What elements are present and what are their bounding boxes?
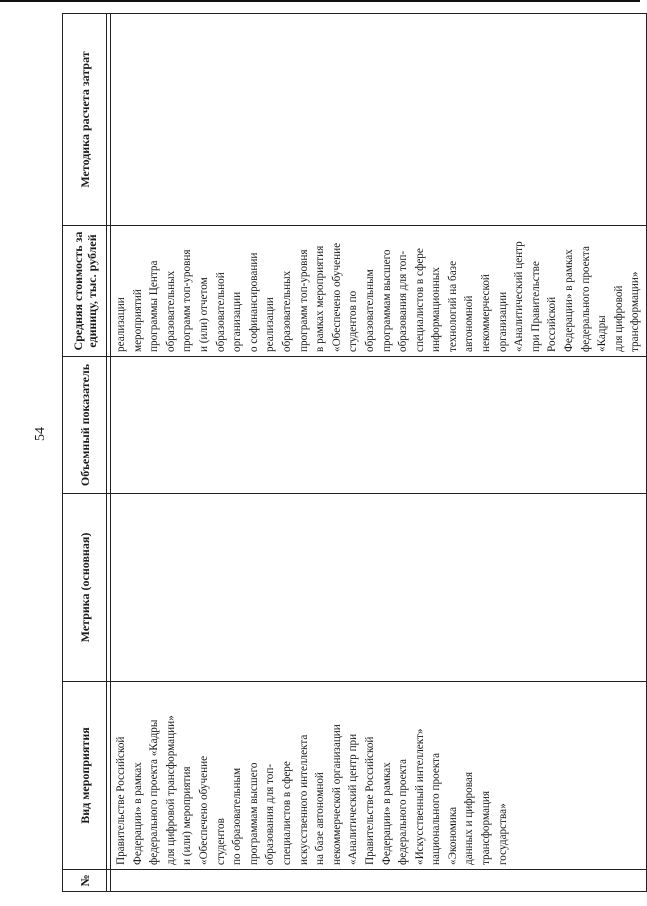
header-event-type: Вид мероприятия xyxy=(63,682,107,870)
average-cost-line: программ топ-уровня xyxy=(181,249,194,352)
page-top-border xyxy=(0,0,640,2)
event-type-line: «Искусственный интеллект» xyxy=(413,728,426,865)
event-type-line: Правительстве Российской xyxy=(115,736,127,865)
header-metric: Метрика (основная) xyxy=(63,494,107,682)
event-type-line: для цифровой трансформации» xyxy=(164,715,177,865)
event-type-line: по образовательным xyxy=(231,767,244,865)
average-cost-line: федерального проекта xyxy=(579,246,592,352)
average-cost-line: образовательной xyxy=(214,272,227,352)
average-cost-line: для цифровой xyxy=(612,285,625,352)
average-cost-line: реализации xyxy=(264,297,277,352)
event-type-line: Правительстве Российской xyxy=(363,736,376,865)
header-volume-indicator: Объемный показатель xyxy=(63,357,107,494)
average-cost-line: трансформации» xyxy=(629,271,642,352)
average-cost-line: программ топ-уровня xyxy=(297,249,310,352)
event-type-line: некоммерческой организации xyxy=(330,724,343,865)
average-cost-line: информационных xyxy=(430,267,443,352)
average-cost-line: образования для топ- xyxy=(397,250,410,352)
event-type-line: специалистов в сфере xyxy=(280,761,293,865)
average-cost-line: некоммерческой xyxy=(480,274,493,352)
event-type-line: «Обеспечено обучение xyxy=(197,755,210,865)
event-type-line: федерального проекта «Кадры xyxy=(148,719,161,865)
average-cost-line: и (или) отчетом xyxy=(197,277,210,352)
header-cost-method: Методика расчета затрат xyxy=(63,14,107,226)
table-row xyxy=(111,14,647,892)
average-cost-line: специалистов в сфере xyxy=(413,248,426,352)
event-type-line: «Аналитический центр при xyxy=(347,733,360,865)
rotated-table-wrapper xyxy=(62,14,642,892)
event-type-line: образования для топ- xyxy=(264,763,277,865)
event-type-line: искусственного интеллекта xyxy=(297,734,310,865)
average-cost-line: технологий на базе xyxy=(446,260,459,352)
table-header-row xyxy=(63,14,107,892)
event-type-line: данных и цифровая xyxy=(463,772,476,865)
event-type-line: национального проекта xyxy=(430,752,443,865)
average-cost-line: при Правительстве xyxy=(529,261,542,352)
cell-metric xyxy=(111,494,647,682)
average-cost-line: «Кадры xyxy=(596,315,609,352)
average-cost-line: Федерации» в рамках xyxy=(563,249,576,352)
event-type-line: на базе автономной xyxy=(314,772,327,865)
event-type-line: федерального проекта xyxy=(397,759,410,865)
average-cost-line: автономной xyxy=(463,295,476,352)
event-type-line: Федерации» в рамках xyxy=(131,762,144,865)
header-number: № xyxy=(63,870,107,892)
event-type-line: трансформация xyxy=(480,790,493,865)
cell-cost-method xyxy=(111,14,647,226)
average-cost-line: образовательных xyxy=(164,270,177,352)
event-type-line: Федерации» в рамках xyxy=(380,762,393,865)
average-cost-line: образовательным xyxy=(363,269,376,352)
cell-volume-indicator xyxy=(111,357,647,494)
average-cost-line: мероприятий xyxy=(131,289,144,352)
average-cost-line: «Аналитический центр xyxy=(513,241,526,352)
event-type-line: студентов xyxy=(214,818,227,865)
average-cost-line: «Обеспечено обучение xyxy=(330,242,343,352)
average-cost-line: реализации xyxy=(115,297,127,352)
page-number: 54 xyxy=(33,427,48,441)
average-cost-line: Российской xyxy=(546,296,559,352)
costs-table xyxy=(62,13,647,892)
event-type-line: программам высшего xyxy=(247,762,260,865)
average-cost-line: студентов по xyxy=(347,290,360,352)
average-cost-line: организации xyxy=(231,291,244,352)
event-type-line: государства» xyxy=(496,803,509,865)
average-cost-line: в рамках мероприятия xyxy=(314,245,327,352)
cell-number xyxy=(111,870,647,892)
average-cost-line: организации xyxy=(496,291,509,352)
average-cost-line: о софинансировании xyxy=(247,252,260,352)
average-cost-line: образовательных xyxy=(280,270,293,352)
average-cost-line: программам высшего xyxy=(380,249,393,352)
cell-event-type xyxy=(111,682,647,870)
cell-average-cost xyxy=(111,226,647,357)
event-type-line: «Экономика xyxy=(446,806,459,865)
average-cost-line: программы Центра xyxy=(148,260,161,352)
header-average-cost: Средняя стоимость за единицу, тыс. рублей xyxy=(63,226,107,357)
event-type-line: и (или) мероприятия xyxy=(181,766,194,865)
